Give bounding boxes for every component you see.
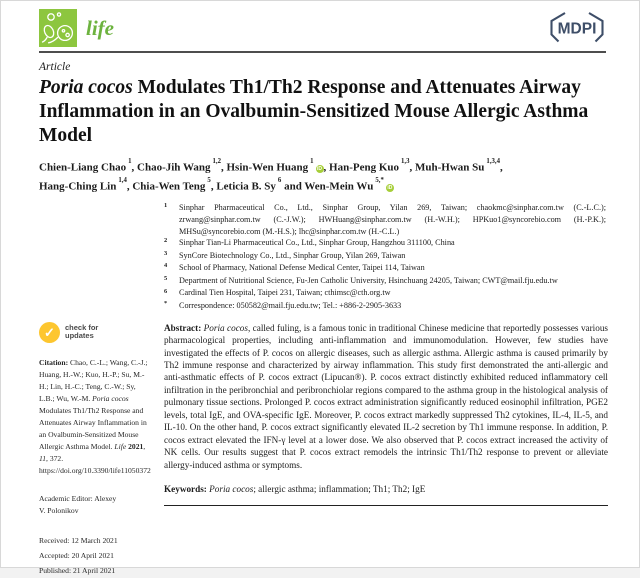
author-sep: , bbox=[210, 180, 217, 193]
author-name: Han-Peng Kuo bbox=[329, 161, 399, 174]
author-sep: , bbox=[409, 161, 416, 174]
citation-title-rest: Modulates Th1/Th2 Response and Attenuates Airway Inflammation in an Ovalbumin-Sensitized Mouse Allergic Asthma Model. bbox=[39, 405, 147, 451]
citation-doi[interactable]: , 372. https://doi.org/10.3390/life11050372 bbox=[39, 453, 151, 475]
title-species-italic: Poria cocos bbox=[39, 77, 133, 98]
abstract-body: , called fuling, is a famous tonic in traditional Chinese medicine that reportedly possesses various pharmacological properties, including anti-inflammation and immunomodulation. However, few studies have investigated the effects of P. cocos on allergic diseases, such as allergic asthma. Allergic asthma is caused primarily by Th2 immune response and characterized by airway inflammation. This study first demonstrated the anti-allergic and anti-asthmatic effects of P. cocos extract (Lipucan®). P. cocos extract distinctly exhibited reduced inflammatory cell infiltration in the peribronchial and peribronchiolar regions compared to the asthma group in the histological analysis of pulmonary tissue sections. Prolonged P. cocos extract administration significantly reduced eosinophil infiltration, PGE2 levels, total IgE, and OVA-specific IgE. Moreover, P. cocos extract markedly suppressed Th2 cytokines, IL-4, IL-5, and IL-10. On the other hand, P. cocos extract significantly elevated IL-2 secretion by Th1 immune response. In addition, P. cocos extract elevated the IFN-γ level at a lower dose. We also observed that P. cocos extract increased the activity of NK cells. Our results suggest that P. cocos extract remodels the intrinsic Th1/Th2 response to prevent or alleviate allergy-induced asthma or symptoms. bbox=[164, 322, 608, 470]
accepted-date: Accepted: 20 April 2021 bbox=[39, 550, 114, 560]
affiliation-text: Cardinal Tien Hospital, Taipei 231, Taiwan; cthimsc@cth.org.tw bbox=[179, 288, 391, 298]
author-name: Hsin-Wen Huang bbox=[226, 161, 309, 174]
mdpi-logo-icon bbox=[548, 11, 606, 48]
author-sup: 1,2 bbox=[212, 157, 221, 165]
citation-block: Citation: Chao, C.-L.; Wang, C.-J.; Huang, H.-W.; Kuo, H.-P.; Su, M.-H.; Lin, H.-C.; Teng, C.-W.; Sy, L.B.; Wu, W.-M. Poria cocos Modulates Th1/Th2 Response and Attenuates Airway Inflammation in an Ovalbumin-Sensitized Mouse Allergic Asthma Model. Life 2021, 11, 372. https://doi.org/10.3390/life11050372 bbox=[39, 357, 151, 475]
abstract-species-italic: Poria cocos bbox=[201, 322, 248, 333]
academic-editor-block: Academic Editor: Alexey V. Polonikov bbox=[39, 493, 117, 516]
checkmark-icon: ✓ bbox=[39, 322, 60, 343]
citation-volume: 11 bbox=[39, 453, 47, 463]
affiliation-number: 2 bbox=[164, 237, 168, 245]
main-row bbox=[39, 322, 606, 578]
left-sidebar bbox=[39, 322, 164, 578]
author-sup: 1,3,4 bbox=[486, 157, 501, 165]
affiliation-text: School of Pharmacy, National Defense Medical Center, Taipei 114, Taiwan bbox=[179, 263, 425, 273]
affiliation-item bbox=[164, 300, 606, 313]
section-divider bbox=[164, 505, 608, 506]
author-name: Chia-Wen Teng bbox=[132, 180, 206, 193]
badge-label: check for updates bbox=[65, 322, 99, 341]
history-dates bbox=[39, 533, 152, 578]
keywords-label: Keywords: bbox=[164, 484, 207, 495]
affiliation-item bbox=[164, 262, 606, 275]
author-name: Chien-Liang Chao bbox=[39, 161, 127, 174]
affiliation-text: Correspondence: 050582@mail.fju.edu.tw; Tel.: +886-2-2905-3633 bbox=[179, 301, 402, 311]
journal-wordmark: life bbox=[86, 15, 114, 40]
author-name: Wen-Mein Wu bbox=[304, 180, 374, 193]
affiliation-number: 6 bbox=[164, 287, 168, 295]
author-sep: , bbox=[126, 180, 133, 193]
title-rest: Modulates Th1/Th2 Response and Attenuates Airway Inflammation in an Ovalbumin-Sensitized Mouse Allergic Asthma Model bbox=[39, 77, 589, 146]
paper-page bbox=[1, 1, 639, 578]
affiliation-item bbox=[164, 250, 606, 263]
affiliation-text: Sinphar Pharmaceutical Co., Ltd., Sinphar Group, Yilan 269, Taiwan; chaokmc@sinphar.com.tw (C.-L.C.); zrwang@sinphar.com.tw (C.-J.W.); HWHuang@sinphar.com.tw (H.-W.H.); HPKuo1@syncorebio.com (H.-P.K.); MHSu@syncorebio.com (M.-H.S.); lhc@sinphar.com.tw (H.-C.L.) bbox=[179, 203, 606, 236]
received-date: Received: 12 March 2021 bbox=[39, 535, 118, 545]
author-sep: , bbox=[323, 161, 330, 174]
page-title bbox=[39, 76, 606, 148]
affiliation-text: Department of Nutritional Science, Fu-Jen Catholic University, Hsinchuang 24205, Taiwan; CWT@mail.fju.edu.tw bbox=[179, 275, 558, 285]
article-type-label: Article bbox=[39, 61, 71, 73]
affiliation-number: 1 bbox=[164, 202, 168, 210]
author-sup: 1,3 bbox=[401, 157, 410, 165]
affiliation-item bbox=[164, 237, 606, 250]
author-sep: , bbox=[131, 161, 138, 174]
author-sup: 1 bbox=[128, 157, 132, 165]
citation-journal: Life bbox=[114, 441, 127, 451]
author-list bbox=[39, 157, 599, 195]
affiliation-item bbox=[164, 287, 606, 300]
journal-header bbox=[39, 9, 606, 53]
abstract-column bbox=[164, 322, 608, 578]
author-name: Muh-Hwan Su bbox=[415, 161, 485, 174]
affiliation-item bbox=[164, 202, 606, 237]
mdpi-wordmark: MDPI bbox=[557, 20, 597, 38]
author-sep: and bbox=[281, 180, 305, 193]
abstract-label: Abstract: bbox=[164, 322, 202, 333]
published-date: Published: 21 April 2021 bbox=[39, 565, 116, 575]
affiliation-text: Sinphar Tian-Li Pharmaceutical Co., Ltd., Sinphar Group, Hangzhou 311100, China bbox=[179, 238, 455, 248]
citation-year: 2021 bbox=[126, 441, 144, 451]
author-sup: 1,4 bbox=[118, 177, 127, 185]
orcid-icon[interactable]: iD bbox=[317, 165, 323, 172]
affiliation-text: SynCore Biotechnology Co., Ltd., Sinphar Group, Yilan 269, Taiwan bbox=[179, 250, 406, 260]
affiliation-number: * bbox=[164, 300, 168, 308]
keywords-species-italic: Poria cocos bbox=[206, 484, 254, 495]
author-sep: , bbox=[221, 161, 227, 174]
keywords-line bbox=[164, 484, 608, 494]
life-journal-logo-icon bbox=[39, 9, 77, 47]
keywords-rest: ; allergic asthma; inflammation; Th1; Th2; IgE bbox=[253, 484, 426, 495]
author-sup: 1 bbox=[310, 157, 314, 165]
author-sup: 5,* bbox=[375, 177, 384, 185]
author-sup: 5 bbox=[207, 177, 211, 185]
affiliation-number: 5 bbox=[164, 275, 168, 282]
abstract-paragraph bbox=[164, 322, 608, 471]
author-name: Hang-Ching Lin bbox=[39, 180, 117, 193]
author-sep: , bbox=[500, 161, 503, 174]
author-sup: 6 bbox=[277, 177, 282, 185]
affiliation-number: 4 bbox=[164, 262, 168, 270]
affiliation-number: 3 bbox=[164, 249, 168, 257]
affiliation-item bbox=[164, 275, 606, 288]
author-name: Chao-Jih Wang bbox=[137, 161, 211, 174]
check-for-updates-badge[interactable] bbox=[39, 322, 152, 343]
affiliation-list bbox=[164, 202, 606, 312]
citation-title-italic: Poria cocos bbox=[92, 393, 129, 403]
citation-label: Citation: bbox=[39, 357, 69, 367]
journal-brand bbox=[39, 9, 114, 47]
orcid-icon[interactable]: iD bbox=[387, 184, 393, 191]
microbes-illustration bbox=[39, 9, 77, 47]
author-name: Leticia B. Sy bbox=[216, 180, 276, 193]
citation-authors: Chao, C.-L.; Wang, C.-J.; Huang, H.-W.; Kuo, H.-P.; Su, M.-H.; Lin, H.-C.; Teng, C.-W.; Sy, L.B.; Wu, W.-M. bbox=[39, 357, 148, 403]
